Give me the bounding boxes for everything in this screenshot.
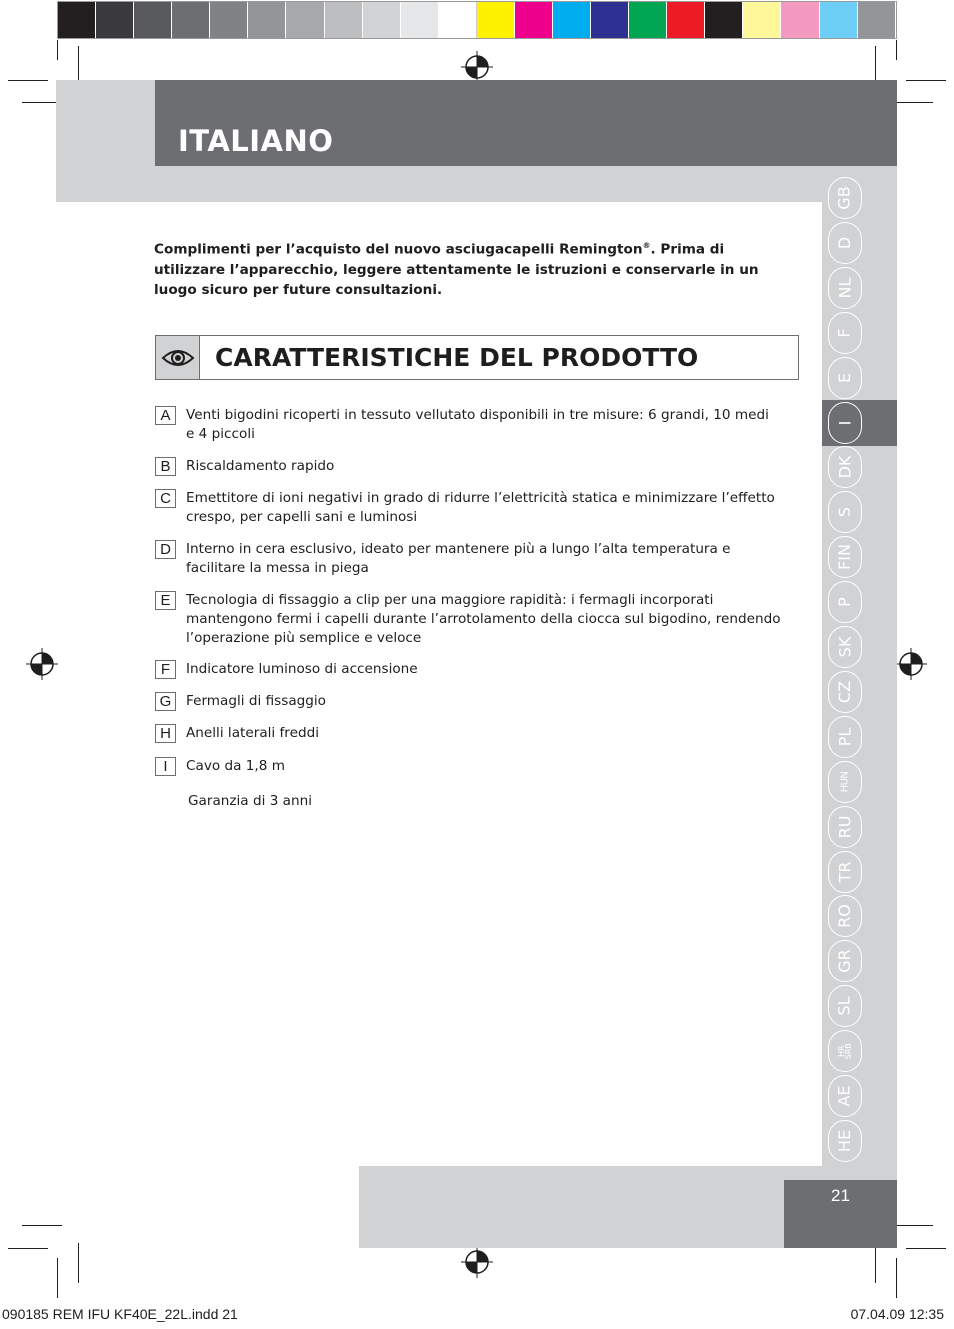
feature-letter: G bbox=[155, 692, 176, 711]
tab-language-i[interactable] bbox=[828, 402, 862, 444]
tab-language-ru[interactable] bbox=[828, 806, 862, 848]
tab-language-label: P bbox=[835, 597, 854, 607]
color-swatch bbox=[553, 2, 591, 38]
tab-language-he[interactable] bbox=[828, 1120, 862, 1162]
section-icon-box bbox=[155, 335, 200, 380]
tab-language-gb[interactable] bbox=[828, 177, 862, 219]
tab-language-sk[interactable] bbox=[828, 626, 862, 668]
tab-language-label: FIN bbox=[834, 544, 854, 571]
feature-text: Tecnologia di fissaggio a clip per una maggiore rapidità: i fermagli incorporati mantengono fermi i capelli durante l’arrotolamento della ciocca sul bigodino, rendendo l’operazione più semplice e veloce bbox=[186, 592, 781, 646]
eye-icon bbox=[161, 347, 195, 369]
tab-language-label: HE bbox=[834, 1129, 854, 1153]
tab-language-label: HR SRB bbox=[836, 1043, 853, 1060]
tab-language-dk[interactable] bbox=[828, 446, 862, 488]
tab-language-ae[interactable] bbox=[828, 1075, 862, 1117]
color-swatch bbox=[325, 2, 363, 38]
color-swatch bbox=[515, 2, 553, 38]
feature-letter: F bbox=[155, 660, 176, 679]
warranty-text: Garanzia di 3 anni bbox=[188, 793, 312, 809]
tab-language-label: CZ bbox=[834, 680, 854, 704]
color-swatch bbox=[591, 2, 629, 38]
tab-language-label: RU bbox=[834, 815, 854, 839]
tab-language-gr[interactable] bbox=[828, 940, 862, 982]
tab-language-ro[interactable] bbox=[828, 895, 862, 937]
tab-language-hun[interactable] bbox=[828, 761, 862, 803]
color-swatch bbox=[743, 2, 781, 38]
tab-language-label: I bbox=[835, 420, 854, 425]
color-swatch bbox=[781, 2, 819, 38]
tab-language-s[interactable] bbox=[828, 491, 862, 533]
printer-color-bar bbox=[57, 1, 897, 39]
color-swatch bbox=[439, 2, 477, 38]
tab-language-label: NL bbox=[834, 277, 854, 299]
tab-language-label: HUN bbox=[838, 771, 850, 793]
color-swatch bbox=[286, 2, 324, 38]
print-slug-file: 090185 REM IFU KF40E_22L.indd 21 bbox=[2, 1306, 238, 1322]
feature-letter: E bbox=[155, 591, 176, 610]
color-swatch bbox=[629, 2, 667, 38]
tab-language-p[interactable] bbox=[828, 581, 862, 623]
color-swatch bbox=[210, 2, 248, 38]
tab-language-tr[interactable] bbox=[828, 851, 862, 893]
registration-mark-icon bbox=[461, 1246, 493, 1278]
section-title: CARATTERISTICHE DEL PRODOTTO bbox=[215, 343, 699, 372]
tab-language-hr-srb[interactable] bbox=[828, 1030, 862, 1072]
feature-text: Anelli laterali freddi bbox=[186, 725, 319, 741]
tab-language-label: SK bbox=[835, 636, 854, 658]
feature-text: Cavo da 1,8 m bbox=[186, 758, 285, 774]
feature-letter: B bbox=[155, 457, 176, 476]
print-slug-date: 07.04.09 12:35 bbox=[850, 1306, 944, 1322]
page-title: ITALIANO bbox=[178, 124, 334, 158]
registration-mark-icon bbox=[26, 648, 58, 680]
color-swatch bbox=[363, 2, 401, 38]
feature-text: Fermagli di fissaggio bbox=[186, 693, 326, 709]
tab-language-label: TR bbox=[834, 861, 854, 883]
tab-language-label: SL bbox=[834, 996, 854, 1016]
color-swatch bbox=[705, 2, 743, 38]
tab-language-sl[interactable] bbox=[828, 985, 862, 1027]
tab-language-label: E bbox=[834, 372, 854, 383]
tab-language-label: DK bbox=[835, 456, 854, 479]
color-swatch bbox=[858, 2, 896, 38]
tab-language-e[interactable] bbox=[828, 357, 862, 399]
feature-letter: C bbox=[155, 489, 176, 508]
tab-language-label: GR bbox=[834, 949, 854, 974]
tab-language-label: PL bbox=[835, 727, 854, 747]
feature-letter: D bbox=[155, 540, 176, 559]
intro-paragraph: Complimenti per l’acquisto del nuovo asciugacapelli Remington®. Prima di utilizzare l’apparecchio, leggere attentamente le istruzioni e conservarle in un luogo sicuro per future consultazioni. bbox=[154, 241, 759, 298]
tab-language-label: F bbox=[834, 328, 854, 338]
feature-text: Interno in cera esclusivo, ideato per mantenere più a lungo l’alta temperatura e facilitare la messa in piega bbox=[186, 541, 731, 576]
color-swatch bbox=[248, 2, 286, 38]
tab-language-label: AE bbox=[835, 1085, 854, 1107]
tab-language-cz[interactable] bbox=[828, 671, 862, 713]
feature-text: Indicatore luminoso di accensione bbox=[186, 661, 418, 677]
tab-language-label: RO bbox=[835, 904, 854, 929]
tab-language-label: S bbox=[835, 507, 854, 518]
tab-language-pl[interactable] bbox=[828, 716, 862, 758]
tab-language-label: GB bbox=[835, 186, 854, 210]
registration-mark-icon bbox=[895, 648, 927, 680]
tab-language-label: D bbox=[834, 236, 854, 250]
color-swatch bbox=[477, 2, 515, 38]
feature-letter: I bbox=[155, 757, 176, 776]
color-swatch bbox=[134, 2, 172, 38]
feature-letter: H bbox=[155, 724, 176, 743]
tab-language-f[interactable] bbox=[828, 312, 862, 354]
feature-letter: A bbox=[155, 406, 176, 425]
color-swatch bbox=[401, 2, 439, 38]
color-swatch bbox=[667, 2, 705, 38]
color-swatch bbox=[96, 2, 134, 38]
page-number: 21 bbox=[831, 1186, 850, 1205]
feature-text: Venti bigodini ricoperti in tessuto vellutato disponibili in tre misure: 6 grandi, 10 medi e 4 piccoli bbox=[186, 407, 769, 442]
color-swatch bbox=[172, 2, 210, 38]
feature-text: Riscaldamento rapido bbox=[186, 458, 335, 474]
tab-language-nl[interactable] bbox=[828, 267, 862, 309]
registration-mark-icon bbox=[461, 51, 493, 83]
tab-language-fin[interactable] bbox=[828, 536, 862, 578]
tab-language-d[interactable] bbox=[828, 222, 862, 264]
feature-text: Emettitore di ioni negativi in grado di ridurre l’elettricità statica e minimizzare l’effetto crespo, per capelli sani e luminosi bbox=[186, 490, 775, 525]
color-swatch bbox=[58, 2, 96, 38]
color-swatch bbox=[820, 2, 858, 38]
